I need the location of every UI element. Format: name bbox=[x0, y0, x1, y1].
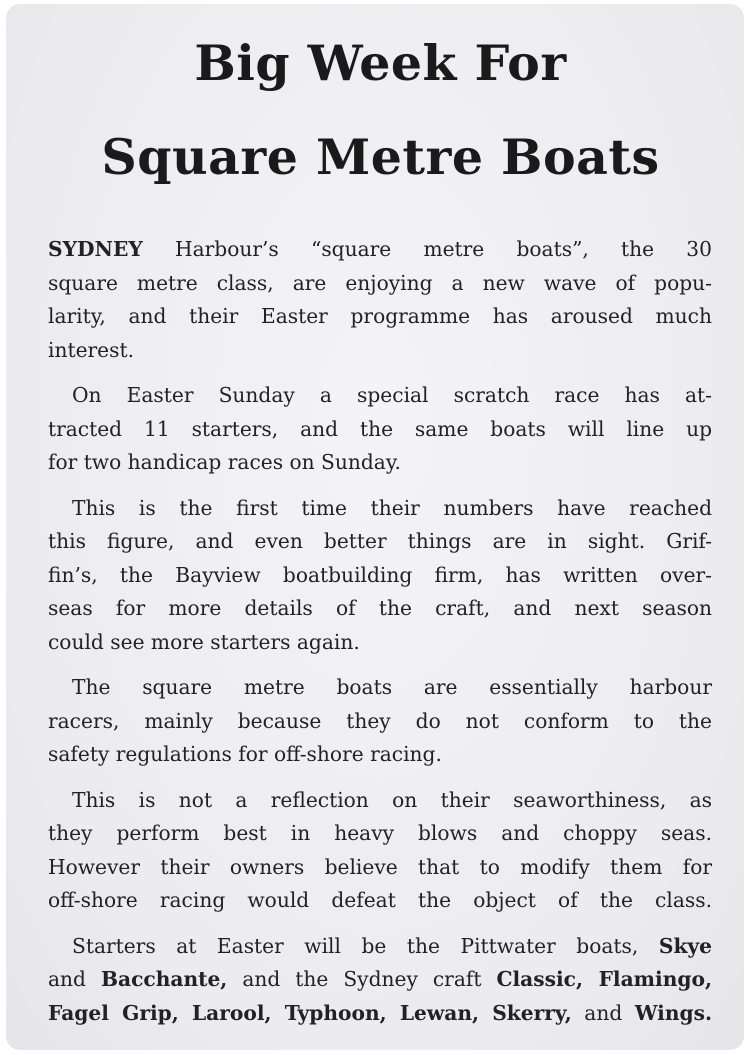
text-line bbox=[48, 738, 712, 772]
article-paragraph bbox=[48, 930, 712, 1031]
article-body bbox=[48, 233, 712, 1042]
text-line bbox=[48, 525, 712, 559]
text-line bbox=[48, 413, 712, 447]
article-paragraph bbox=[48, 784, 712, 918]
article-paragraph bbox=[48, 671, 712, 772]
bold-text: Fagel Grip, Larool, Typhoon, Lewan, Skerry, bbox=[48, 1000, 572, 1025]
text: seas for more details of the craft, and next season bbox=[48, 596, 712, 620]
text: On Easter Sunday a special scratch race has at- bbox=[72, 383, 712, 407]
text-line bbox=[48, 851, 712, 885]
text: The square metre boats are essentially harbour bbox=[72, 675, 712, 699]
bold-text: Skye bbox=[658, 933, 712, 958]
text-line bbox=[48, 705, 712, 739]
text: However their owners believe that to modify them for bbox=[48, 854, 712, 879]
bold-text: Classic, Flamingo, bbox=[496, 967, 712, 991]
article-paragraph bbox=[48, 492, 712, 660]
text: square metre class, are enjoying a new wave of popu- bbox=[48, 270, 712, 295]
text: safety regulations for off-shore racing. bbox=[48, 742, 442, 766]
text: Harbour’s “square metre boats”, the 30 bbox=[142, 237, 712, 261]
text: racers, mainly because they do not conform to the bbox=[48, 708, 712, 733]
text: This is the first time their numbers have reached bbox=[72, 495, 712, 520]
text: and bbox=[571, 1000, 635, 1025]
headline-line-1: Big Week For bbox=[194, 34, 567, 92]
bold-text: Bacchante, bbox=[100, 967, 228, 991]
text: tracted 11 starters, and the same boats will line up bbox=[48, 416, 712, 441]
text: This is not a reflection on their seaworthiness, as bbox=[72, 787, 712, 812]
text: fin’s, the Bayview boatbuilding firm, has written over- bbox=[48, 562, 712, 587]
text-line bbox=[48, 492, 712, 526]
article-paragraph bbox=[48, 379, 712, 480]
text: Starters at Easter will be the Pittwater boats, bbox=[72, 933, 659, 958]
text: and the Sydney craft bbox=[227, 967, 497, 991]
text-line bbox=[48, 300, 712, 334]
text-line bbox=[48, 930, 712, 964]
text-line bbox=[48, 784, 712, 818]
text: for two handicap races on Sunday. bbox=[48, 450, 401, 474]
text-line bbox=[48, 446, 712, 480]
text: this figure, and even better things are in sight. Grif- bbox=[48, 529, 712, 553]
text-line bbox=[48, 334, 712, 368]
text-line bbox=[48, 671, 712, 705]
headline-line-2: Square Metre Boats bbox=[101, 128, 660, 186]
text: interest. bbox=[48, 337, 135, 362]
text-line bbox=[48, 626, 712, 660]
text: could see more starters again. bbox=[48, 629, 360, 654]
text-line bbox=[48, 817, 712, 851]
text-line bbox=[48, 592, 712, 626]
bold-text: Wings. bbox=[634, 1000, 712, 1025]
text-line bbox=[48, 963, 712, 997]
bold-text: SYDNEY bbox=[48, 237, 143, 261]
text: off-shore racing would defeat the object of the class. bbox=[48, 888, 712, 912]
text-line bbox=[48, 379, 712, 413]
text: larity, and their Easter programme has aroused much bbox=[48, 304, 712, 328]
text: they perform best in heavy blows and choppy seas. bbox=[48, 821, 712, 845]
text-line bbox=[48, 884, 712, 918]
text-line bbox=[48, 997, 712, 1031]
text-line bbox=[48, 233, 712, 267]
newspaper-clipping bbox=[6, 4, 744, 1050]
text-line bbox=[48, 267, 712, 301]
text: and bbox=[48, 967, 101, 991]
text-line bbox=[48, 559, 712, 593]
article-paragraph bbox=[48, 233, 712, 367]
